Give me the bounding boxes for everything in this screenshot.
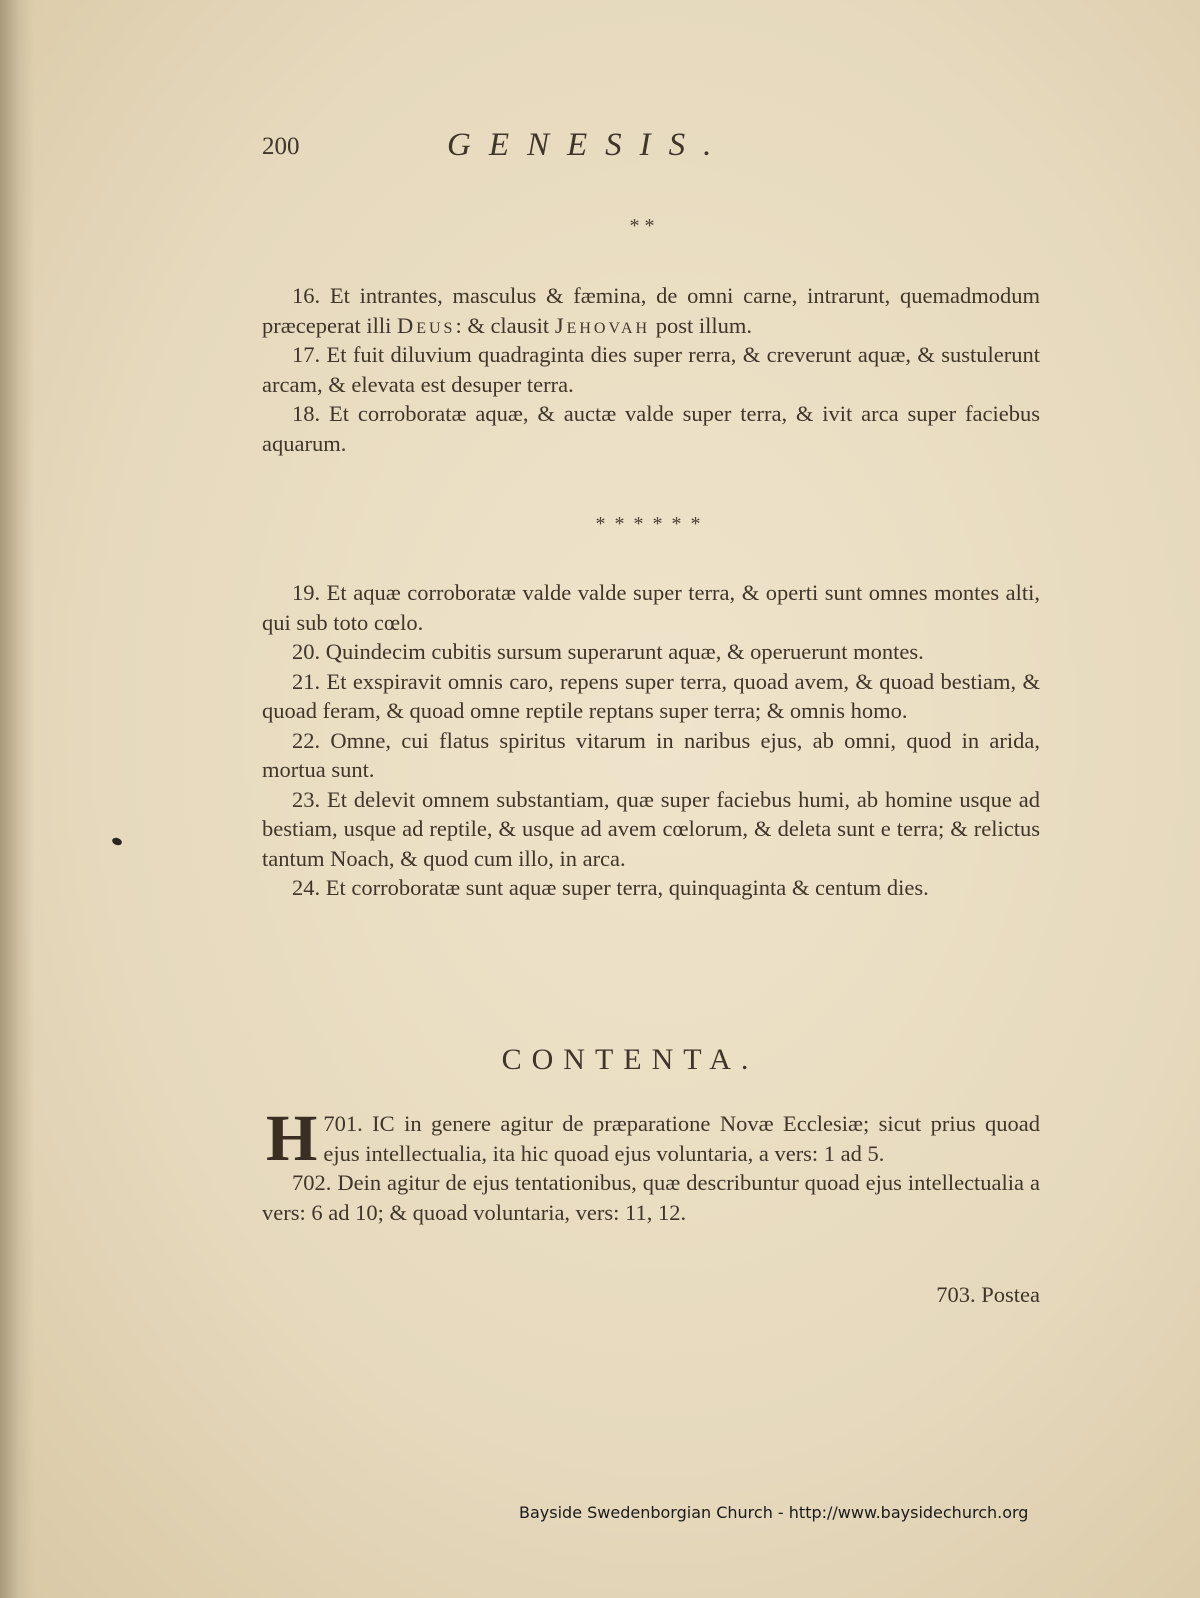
verse-22: 22. Omne, cui flatus spiritus vitarum in naribus ejus, ab omni, quod in arida, mortua sunt. <box>262 727 1040 782</box>
running-title: GENESIS. <box>447 127 730 163</box>
verse-18: 18. Et corroboratæ aquæ, & auctæ valde super terra, & ivit arca super faciebus aquarum. <box>262 401 1040 456</box>
page-header <box>262 127 1062 177</box>
catchword: 703. Postea <box>936 1282 1040 1307</box>
paragraph-702: 702. Dein agitur de ejus tentationibus, quæ describuntur quoad ejus intellectualia a vers: 6 ad 10; & quoad voluntaria, vers: 11, 12. <box>262 1170 1040 1225</box>
verse-20: 20. Quindecim cubitis sursum superarunt aquæ, & operuerunt montes. <box>292 639 924 664</box>
asterism-ornament-row: * * * * * * <box>595 513 701 535</box>
verse-17: 17. Et fuit diluvium quadraginta dies super rerra, & creverunt aquæ, & sustulerunt arcam, & elevata est desuper terra. <box>262 342 1040 397</box>
verses-group-2 <box>262 578 1040 903</box>
verse-19: 19. Et aquæ corroboratæ valde valde super terra, & operti sunt omnes montes alti, qui sub toto cœlo. <box>262 580 1040 635</box>
deus-smallcaps: Deus <box>396 312 456 338</box>
asterism-ornament: * * <box>629 215 655 237</box>
verse-23: 23. Et delevit omnem substantiam, quæ super faciebus humi, ab homine usque ad bestiam, usque ad reptile, & usque ad avem cœlorum, & deleta sunt e terra; & relictus tantum Noach, & quod cum illo, in arca. <box>262 786 1040 871</box>
verse-21: 21. Et exspiravit omnis caro, repens super terra, quoad avem, & quoad bestiam, & quoad feram, & quoad omne reptile reptans super terra; & omnis homo. <box>262 668 1040 723</box>
jehovah-smallcaps: Jehovah <box>554 312 651 338</box>
verses-group-1 <box>262 281 1040 458</box>
ink-blot <box>111 837 123 847</box>
paragraph-701: 701. H IC in genere agitur de præparatione Novæ Ecclesiæ; sicut prius quoad ejus intellectualia, ita hic quoad ejus voluntaria, a vers: 1 ad 5. <box>266 1102 1041 1175</box>
verse-16: 16. Et intrantes, masculus & fæmina, de omni carne, intrarunt, quemadmodum præceperat illi Deus: & clausit Jehovah post illum. <box>262 283 1040 338</box>
verse-24: 24. Et corroboratæ sunt aquæ super terra, quinquaginta & centum dies. <box>292 875 929 900</box>
paragraph-number: 701. <box>323 1111 363 1136</box>
contenta-summary <box>262 1102 1041 1227</box>
contenta-heading: CONTENTA. <box>501 1043 759 1076</box>
page-number: 200 <box>262 133 300 160</box>
page-gutter-shadow <box>0 0 34 1598</box>
source-watermark: Bayside Swedenborgian Church - http://www.baysidechurch.org <box>519 1503 1029 1522</box>
drop-cap: H <box>266 1102 318 1175</box>
